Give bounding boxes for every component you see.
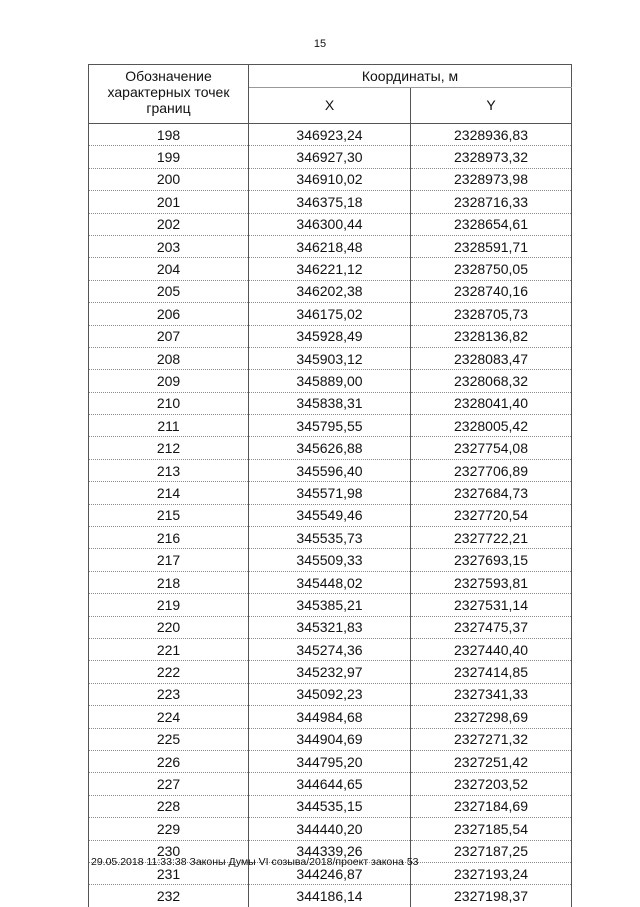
y-coordinate: 2328936,83 [411,124,572,146]
y-coordinate: 2328705,73 [411,303,572,325]
point-id: 224 [89,706,249,728]
y-coordinate: 2327187,25 [411,840,572,862]
table-row [89,191,572,213]
table-row [89,347,572,369]
x-coordinate: 345549,46 [249,504,411,526]
table-row [89,683,572,705]
x-coordinate: 346923,24 [249,124,411,146]
table-row [89,459,572,481]
y-coordinate: 2327198,37 [411,885,572,907]
table-row [89,258,572,280]
x-coordinate: 345448,02 [249,571,411,593]
table-row [89,124,572,146]
y-coordinate: 2328740,16 [411,280,572,302]
table-header [89,65,572,124]
point-id: 220 [89,616,249,638]
x-coordinate: 344984,68 [249,706,411,728]
y-coordinate: 2327693,15 [411,549,572,571]
x-coordinate: 345571,98 [249,482,411,504]
table-row [89,437,572,459]
table-row [89,549,572,571]
table-row [89,280,572,302]
x-coordinate: 346927,30 [249,146,411,168]
point-id: 218 [89,571,249,593]
x-coordinate: 344186,14 [249,885,411,907]
table-row [89,482,572,504]
point-id: 217 [89,549,249,571]
table-row [89,303,572,325]
x-coordinate: 346221,12 [249,258,411,280]
y-coordinate: 2327706,89 [411,459,572,481]
y-coordinate: 2327475,37 [411,616,572,638]
point-id: 209 [89,370,249,392]
point-id: 200 [89,168,249,190]
point-id: 208 [89,347,249,369]
table-row [89,661,572,683]
table-row [89,504,572,526]
point-id: 202 [89,213,249,235]
point-id: 210 [89,392,249,414]
point-id: 205 [89,280,249,302]
y-coordinate: 2327298,69 [411,706,572,728]
page-number: 15 [313,38,327,50]
x-coordinate: 346300,44 [249,213,411,235]
header-coordinates: Координаты, м [249,65,572,88]
table-row [89,616,572,638]
y-coordinate: 2328716,33 [411,191,572,213]
x-coordinate: 345928,49 [249,325,411,347]
point-id: 215 [89,504,249,526]
table-row [89,706,572,728]
y-coordinate: 2328973,98 [411,168,572,190]
y-coordinate: 2327722,21 [411,527,572,549]
point-id: 231 [89,862,249,884]
y-coordinate: 2327440,40 [411,638,572,660]
x-coordinate: 345535,73 [249,527,411,549]
x-coordinate: 345232,97 [249,661,411,683]
table-row [89,325,572,347]
point-id: 223 [89,683,249,705]
point-id: 213 [89,459,249,481]
y-coordinate: 2327754,08 [411,437,572,459]
table-row [89,885,572,907]
table-row [89,638,572,660]
x-coordinate: 345385,21 [249,594,411,616]
y-coordinate: 2328068,32 [411,370,572,392]
x-coordinate: 345838,31 [249,392,411,414]
point-id: 198 [89,124,249,146]
x-coordinate: 345903,12 [249,347,411,369]
x-coordinate: 345889,00 [249,370,411,392]
table-row [89,213,572,235]
y-coordinate: 2328005,42 [411,415,572,437]
point-id: 216 [89,527,249,549]
x-coordinate: 344904,69 [249,728,411,750]
coordinates-table [88,64,572,907]
point-id: 232 [89,885,249,907]
y-coordinate: 2327193,24 [411,862,572,884]
y-coordinate: 2328654,61 [411,213,572,235]
y-coordinate: 2327185,54 [411,818,572,840]
point-id: 206 [89,303,249,325]
table-row [89,168,572,190]
point-id: 203 [89,235,249,257]
table-row [89,750,572,772]
y-coordinate: 2327341,33 [411,683,572,705]
point-id: 211 [89,415,249,437]
y-coordinate: 2327251,42 [411,750,572,772]
point-id: 201 [89,191,249,213]
point-id: 204 [89,258,249,280]
y-coordinate: 2327271,32 [411,728,572,750]
table-row [89,594,572,616]
x-coordinate: 345509,33 [249,549,411,571]
x-coordinate: 345795,55 [249,415,411,437]
y-coordinate: 2328083,47 [411,347,572,369]
y-coordinate: 2328136,82 [411,325,572,347]
y-coordinate: 2327720,54 [411,504,572,526]
point-id: 212 [89,437,249,459]
point-id: 222 [89,661,249,683]
x-coordinate: 345626,88 [249,437,411,459]
point-id: 228 [89,795,249,817]
y-coordinate: 2327414,85 [411,661,572,683]
y-coordinate: 2327203,52 [411,773,572,795]
x-coordinate: 346375,18 [249,191,411,213]
table-row [89,235,572,257]
header-designation: Обозначение характерных точек границ [89,65,249,124]
table-row [89,728,572,750]
point-id: 229 [89,818,249,840]
x-coordinate: 344644,65 [249,773,411,795]
y-coordinate: 2327531,14 [411,594,572,616]
x-coordinate: 346218,48 [249,235,411,257]
point-id: 199 [89,146,249,168]
y-coordinate: 2328750,05 [411,258,572,280]
table-row [89,773,572,795]
point-id: 207 [89,325,249,347]
header-y: Y [411,88,572,124]
point-id: 230 [89,840,249,862]
table-row [89,146,572,168]
y-coordinate: 2328973,32 [411,146,572,168]
x-coordinate: 344440,20 [249,818,411,840]
y-coordinate: 2328041,40 [411,392,572,414]
y-coordinate: 2327184,69 [411,795,572,817]
y-coordinate: 2327593,81 [411,571,572,593]
y-coordinate: 2328591,71 [411,235,572,257]
table-row [89,370,572,392]
table-row [89,527,572,549]
point-id: 221 [89,638,249,660]
table-row [89,795,572,817]
table-row [89,415,572,437]
point-id: 227 [89,773,249,795]
x-coordinate: 345321,83 [249,616,411,638]
table-body [89,124,572,907]
x-coordinate: 344339,26 [249,840,411,862]
x-coordinate: 344795,20 [249,750,411,772]
x-coordinate: 346175,02 [249,303,411,325]
x-coordinate: 346910,02 [249,168,411,190]
x-coordinate: 344246,87 [249,862,411,884]
x-coordinate: 345274,36 [249,638,411,660]
table-row [89,818,572,840]
point-id: 214 [89,482,249,504]
header-x: X [249,88,411,124]
table-row [89,392,572,414]
table-row [89,571,572,593]
x-coordinate: 344535,15 [249,795,411,817]
point-id: 219 [89,594,249,616]
x-coordinate: 346202,38 [249,280,411,302]
x-coordinate: 345092,23 [249,683,411,705]
x-coordinate: 345596,40 [249,459,411,481]
y-coordinate: 2327684,73 [411,482,572,504]
document-footer: 29.05.2018 11:33:38 Законы Думы VI созыва/2018/проект закона 53 [91,856,419,868]
point-id: 226 [89,750,249,772]
point-id: 225 [89,728,249,750]
